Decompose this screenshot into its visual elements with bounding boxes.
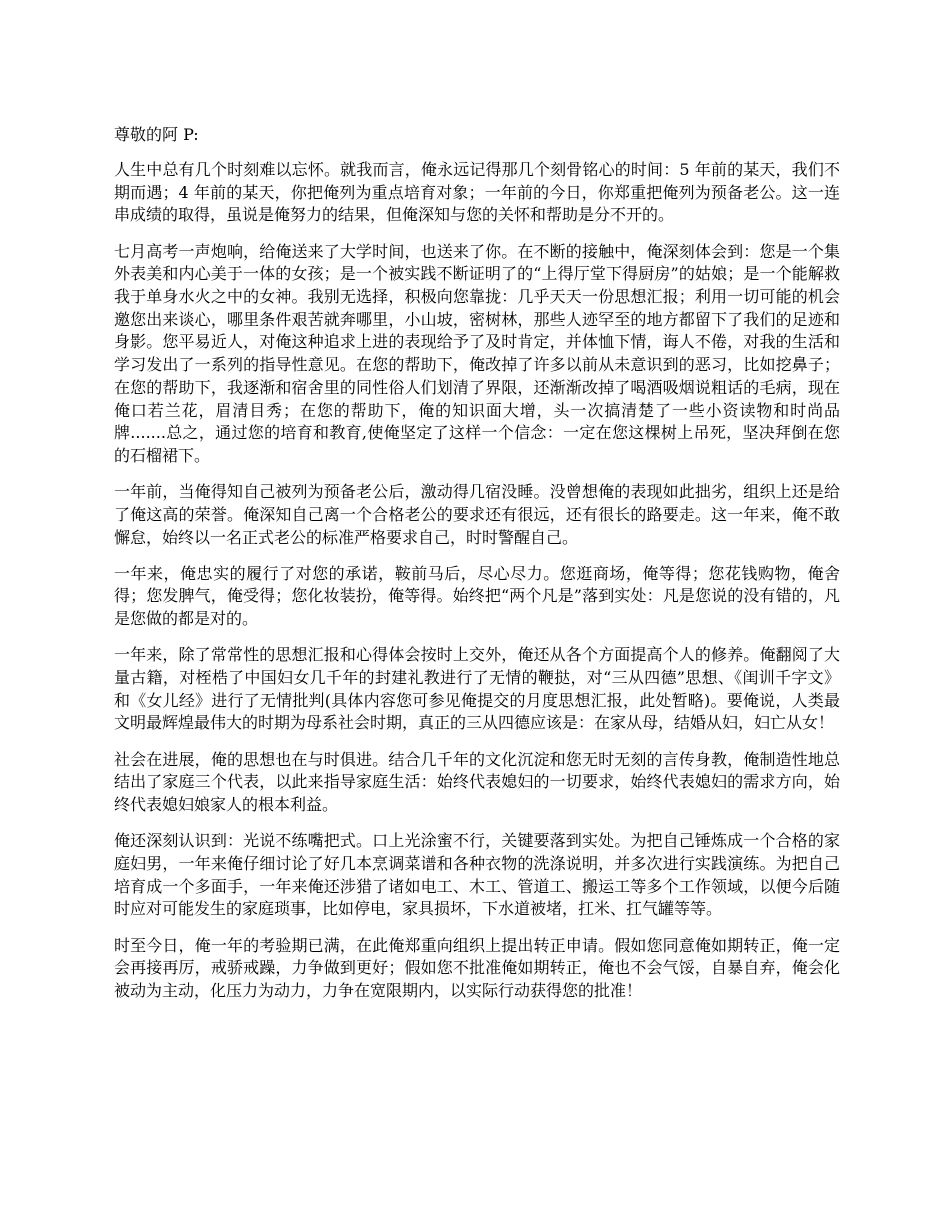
- paragraph-8: 时至今日，俺一年的考验期已满，在此俺郑重向组织上提出转正申请。假如您同意俺如期转正，俺一定会再接再厉，戒骄戒躁，力争做到更好；假如您不批准俺如期转正，俺也不会气馁，自暴自弃，俺会化被动为主动，化压力为动力，力争在宽限期内，以实际行动获得您的批准！: [114, 935, 840, 1000]
- paragraph-4: 一年来，俺忠实的履行了对您的承诺，鞍前马后，尽心尽力。您逛商场，俺等得；您花钱购物，俺舍得；您发脾气，俺受得；您化妆装扮，俺等得。始终把“两个凡是”落到实处：凡是您说的没有错的，凡是您做的都是对的。: [114, 563, 840, 629]
- letter-document: [114, 124, 840, 1016]
- paragraph-5: 一年来，除了常常性的思想汇报和心得体会按时上交外，俺还从各个方面提高个人的修养。俺翻阅了大量古籍，对桎梏了中国妇女几千年的封建礼教进行了无情的鞭挞，对“三从四德”思想、《闺训千字文》和《女儿经》进行了无情批判(具体内容您可参见俺提交的月度思想汇报，此处暂略)。要俺说，人类最文明最辉煌最伟大的时期为母系社会时期，真正的三从四德应该是：在家从母，结婚从妇，妇亡从女！: [114, 645, 840, 733]
- paragraph-2: 七月高考一声炮响，给俺送来了大学时间，也送来了你。在不断的接触中，俺深刻体会到：您是一个集外表美和内心美于一体的女孩；是一个被实践不断证明了的“上得厅堂下得厨房”的姑娘；是一个能解救我于单身水火之中的女神。我别无选择，积极向您靠拢：几乎天天一份思想汇报；利用一切可能的机会邀您出来谈心，哪里条件艰苦就奔哪里，小山坡，密树林，那些人迹罕至的地方都留下了我们的足迹和身影。您平易近人，对俺这种追求上进的表现给予了及时肯定，并体恤下情，诲人不倦，对我的生活和学习发出了一系列的指导性意见。在您的帮助下，俺改掉了许多以前从未意识到的恶习，比如挖鼻子；在您的帮助下，我逐渐和宿舍里的同性俗人们划清了界限，还渐渐改掉了喝酒吸烟说粗话的毛病，现在俺口若兰花，眉清目秀；在您的帮助下，俺的知识面大增，头一次搞清楚了一些小资读物和时尚品牌.......总之，通过您的培育和教育,使俺坚定了这样一个信念：一定在您这棵树上吊死，坚决拜倒在您的石榴裙下。: [114, 241, 840, 465]
- paragraph-3: 一年前，当俺得知自己被列为预备老公后，激动得几宿没睡。没曾想俺的表现如此拙劣，组织上还是给了俺这高的荣誉。俺深知自己离一个合格老公的要求还有很远，还有很长的路要走。这一年来，俺不敢懈怠，始终以一名正式老公的标准严格要求自己，时时警醒自己。: [114, 482, 840, 547]
- paragraph-7: 俺还深刻认识到：光说不练嘴把式。口上光涂蜜不行，关键要落到实处。为把自己锤炼成一个合格的家庭妇男，一年来俺仔细讨论了好几本烹调菜谱和各种衣物的洗涤说明，并多次进行实践演练。为把自己培育成一个多面手，一年来俺还涉猎了诸如电工、木工、管道工、搬运工等多个工作领域，以便今后随时应对可能发生的家庭琐事，比如停电，家具损坏，下水道被堵，扛米、扛气罐等等。: [114, 831, 840, 919]
- letter-greeting: 尊敬的阿 P:: [114, 125, 199, 144]
- paragraph-6: 社会在进展，俺的思想也在与时俱进。结合几千年的文化沉淀和您无时无刻的言传身教，俺制造性地总结出了家庭三个代表，以此来指导家庭生活：始终代表媳妇的一切要求，始终代表媳妇的需求方向，始终代表媳妇娘家人的根本利益。: [114, 749, 840, 815]
- paragraph-1: 人生中总有几个时刻难以忘怀。就我而言，俺永远记得那几个刻骨铭心的时间：5 年前的某天，我们不期而遇；4 年前的某天，你把俺列为重点培育对象；一年前的今日，你郑重把俺列为预备老公。这一连串成绩的取得，虽说是俺努力的结果，但俺深知与您的关怀和帮助是分不开的。: [114, 160, 840, 225]
